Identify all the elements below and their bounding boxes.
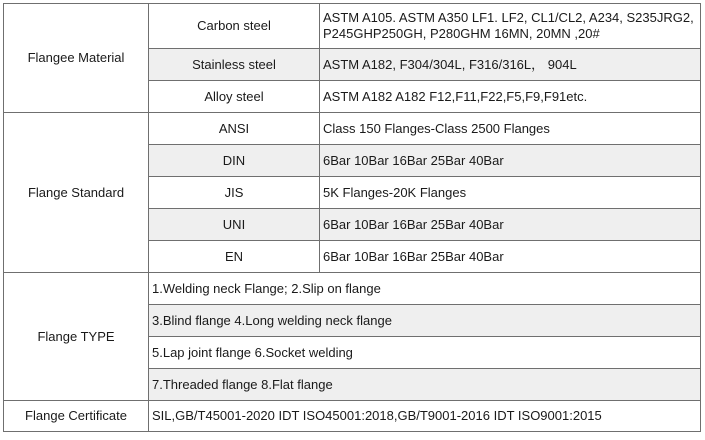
standard-sub-en: EN (149, 241, 320, 273)
certificate-group-label: Flange Certificate (4, 401, 149, 432)
table-row (4, 113, 701, 145)
material-value-stainless: ASTM A182, F304/304L, F316/316L， 904L (320, 49, 701, 81)
material-value-carbon: ASTM A105. ASTM A350 LF1. LF2, CL1/CL2, A234, S235JRG2, P245GHP250GH, P280GHM 16MN, 20MN ,20# (320, 4, 701, 49)
material-sub-stainless: Stainless steel (149, 49, 320, 81)
standard-sub-ansi: ANSI (149, 113, 320, 145)
material-value-alloy: ASTM A182 A182 F12,F11,F22,F5,F9,F91etc. (320, 81, 701, 113)
standard-value-en: 6Bar 10Bar 16Bar 25Bar 40Bar (320, 241, 701, 273)
standard-value-uni: 6Bar 10Bar 16Bar 25Bar 40Bar (320, 209, 701, 241)
type-value-2: 3.Blind flange 4.Long welding neck flange (149, 305, 701, 337)
standard-sub-din: DIN (149, 145, 320, 177)
standard-sub-uni: UNI (149, 209, 320, 241)
standard-value-din: 6Bar 10Bar 16Bar 25Bar 40Bar (320, 145, 701, 177)
flange-spec-table (3, 3, 701, 432)
table-row (4, 4, 701, 49)
certificate-value: SIL,GB/T45001-2020 IDT ISO45001:2018,GB/T9001-2016 IDT ISO9001:2015 (149, 401, 701, 432)
standard-value-ansi: Class 150 Flanges-Class 2500 Flanges (320, 113, 701, 145)
standard-value-jis: 5K Flanges-20K Flanges (320, 177, 701, 209)
type-value-1: 1.Welding neck Flange; 2.Slip on flange (149, 273, 701, 305)
material-sub-carbon: Carbon steel (149, 4, 320, 49)
table-row (4, 273, 701, 305)
type-value-4: 7.Threaded flange 8.Flat flange (149, 369, 701, 401)
material-sub-alloy: Alloy steel (149, 81, 320, 113)
material-group-label: Flangee Material (4, 4, 149, 113)
standard-sub-jis: JIS (149, 177, 320, 209)
table-row (4, 401, 701, 432)
type-group-label: Flange TYPE (4, 273, 149, 401)
standard-group-label: Flange Standard (4, 113, 149, 273)
type-value-3: 5.Lap joint flange 6.Socket welding (149, 337, 701, 369)
